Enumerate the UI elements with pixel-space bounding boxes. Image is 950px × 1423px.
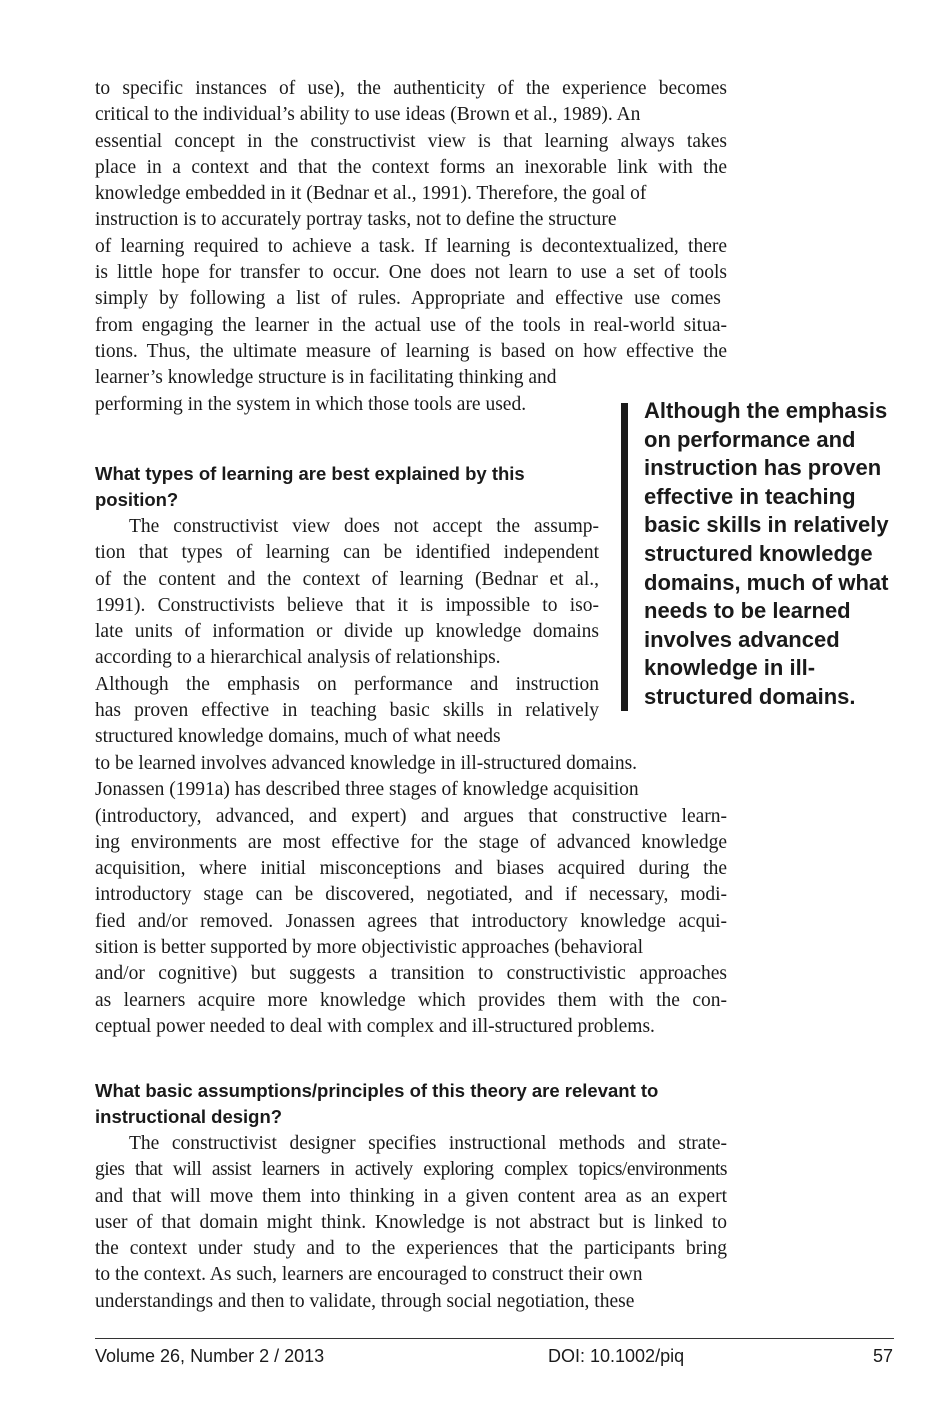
text-line: according to a hierarchical analysis of relationships. <box>95 647 501 669</box>
section-heading-learning-types <box>95 461 525 513</box>
footer-doi: DOI: 10.1002/piq <box>548 1346 685 1366</box>
text-line: introductory stage can be discovered, negotiated, and if necessary, modi- <box>95 884 727 906</box>
text-line: essential concept in the constructivist view is that learning always takes <box>95 130 727 152</box>
text-line: fied and/or removed. Jonassen agrees that introductory knowledge acqui- <box>95 910 727 932</box>
text-line: late units of information or divide up knowledge domains <box>95 621 599 643</box>
body-paragraph-1 <box>95 76 727 418</box>
text-line: structured knowledge domains, much of what needs <box>95 726 501 748</box>
pull-quote-bar <box>621 403 628 711</box>
text-line: critical to the individual’s ability to use ideas (Brown et al., 1989). An <box>95 104 641 126</box>
text-line: sition is better supported by more objectivistic approaches (behavioral <box>95 937 644 959</box>
text-line: performing in the system in which those tools are used. <box>95 393 527 415</box>
text-line: Jonassen (1991a) has described three stages of knowledge acquisition <box>95 779 639 801</box>
pull-quote-line: structured knowledge <box>644 540 873 566</box>
footer-volume: Volume 26, Number 2 / 2013 <box>95 1346 325 1366</box>
text-line: the context under study and to the experiences that the participants bring <box>95 1238 727 1260</box>
pull-quote-line: Although the emphasis <box>644 398 888 423</box>
text-line: has proven effective in teaching basic skills in relatively <box>95 700 599 722</box>
footer-page-number: 57 <box>873 1346 894 1366</box>
text-line: understandings and then to validate, through social negotiation, these <box>95 1290 635 1312</box>
text-line: place in a context and that the context forms an inexorable link with the <box>95 156 727 178</box>
text-line: from engaging the learner in the actual use of the tools in real-world situa- <box>95 314 727 336</box>
heading-line: instructional design? <box>95 1106 283 1127</box>
body-paragraph-2-narrow <box>95 514 599 751</box>
text-line: of learning required to achieve a task. If learning is decontextualized, there <box>95 235 727 257</box>
text-line: The constructivist view does not accept the assump- <box>129 516 599 537</box>
pull-quote-line: domains, much of what <box>644 569 889 595</box>
text-line: to the context. As such, learners are encouraged to construct their own <box>95 1264 643 1286</box>
text-line: user of that domain might think. Knowledge is not abstract but is linked to <box>95 1211 727 1233</box>
text-line: tions. Thus, the ultimate measure of learning is based on how effective the <box>95 340 727 362</box>
text-line: knowledge embedded in it (Bednar et al., 1991). Therefore, the goal of <box>95 183 647 205</box>
pull-quote <box>644 397 904 712</box>
text-line: tion that types of learning can be identified independent <box>95 542 599 564</box>
text-line: gies that will assist learners in actively exploring complex topics/environments <box>95 1159 727 1181</box>
text-line: to be learned involves advanced knowledge in ill-structured domains. <box>95 753 638 774</box>
pull-quote-line: structured domains. <box>644 683 856 709</box>
text-line: to specific instances of use), the authenticity of the experience becomes <box>95 78 727 99</box>
pull-quote-line: knowledge in ill- <box>644 655 816 681</box>
section-heading-assumptions <box>95 1078 658 1130</box>
heading-line: What types of learning are best explained by this <box>95 463 525 484</box>
text-line: and/or cognitive) but suggests a transition to constructivistic approaches <box>95 963 727 985</box>
pull-quote-line: effective in teaching <box>644 483 856 509</box>
text-line: instruction is to accurately portray tasks, not to define the structure <box>95 209 617 231</box>
text-line: Although the emphasis on performance and instruction <box>95 673 599 695</box>
body-paragraph-3 <box>95 1131 727 1315</box>
text-line: simply by following a list of rules. Appropriate and effective use comes <box>95 288 721 310</box>
body-paragraph-2-wide <box>95 751 727 1040</box>
text-line: and that will move them into thinking in a given content area as an expert <box>95 1185 727 1207</box>
text-line: as learners acquire more knowledge which provides them with the con- <box>95 989 727 1011</box>
text-line: The constructivist designer specifies instructional methods and strate- <box>129 1133 727 1154</box>
heading-line: position? <box>95 489 179 510</box>
text-line: 1991). Constructivists believe that it is impossible to iso- <box>95 594 599 616</box>
footer-rule <box>95 1338 894 1339</box>
pull-quote-line: basic skills in relatively <box>644 512 889 538</box>
heading-line: What basic assumptions/principles of this theory are relevant to <box>95 1080 659 1101</box>
text-line: (introductory, advanced, and expert) and argues that constructive learn- <box>95 805 727 827</box>
pull-quote-line: involves advanced <box>644 626 840 652</box>
text-line: is little hope for transfer to occur. One does not learn to use a set of tools <box>95 262 727 284</box>
text-line: learner’s knowledge structure is in facilitating thinking and <box>95 367 557 389</box>
text-line: ing environments are most effective for the stage of advanced knowledge <box>95 831 727 853</box>
pull-quote-line: instruction has proven <box>644 455 882 481</box>
pull-quote-line: on performance and <box>644 426 856 452</box>
pull-quote-line: needs to be learned <box>644 598 851 624</box>
text-line: of the content and the context of learning (Bednar et al., <box>95 568 599 590</box>
text-line: ceptual power needed to deal with complex and ill-structured problems. <box>95 1015 655 1037</box>
text-line: acquisition, where initial misconceptions and biases acquired during the <box>95 858 727 880</box>
